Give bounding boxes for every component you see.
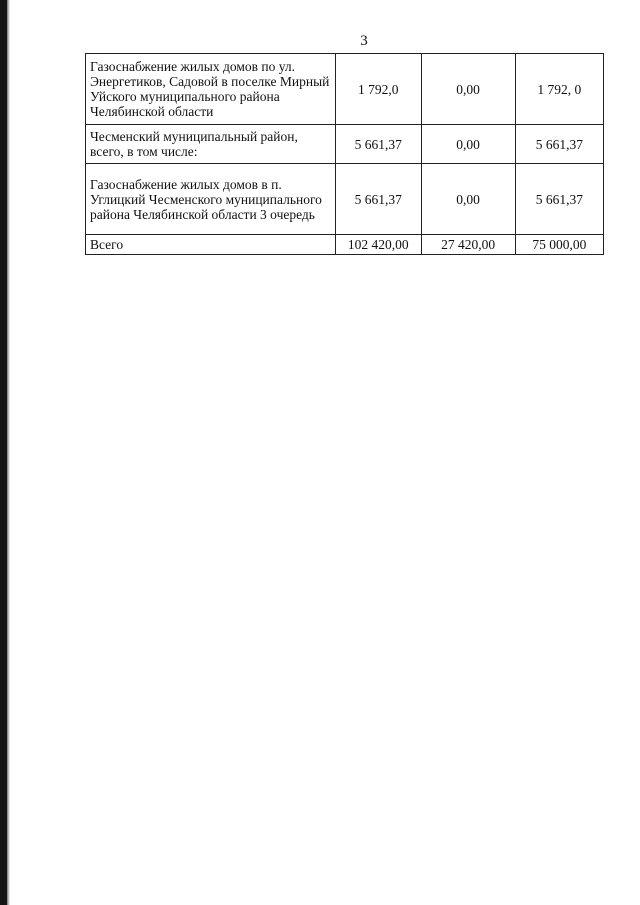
page-number: 3: [360, 33, 368, 49]
table-row: [86, 125, 604, 164]
scan-left-edge-shadow: [7, 0, 10, 905]
table-cell-regional: 0,00: [421, 54, 515, 125]
table-cell-name: Всего: [86, 235, 336, 255]
budget-table-body: [86, 54, 604, 255]
table-row-total: [86, 235, 604, 255]
table-cell-name: Газоснабжение жилых домов в п. Углицкий Чесменского муниципального района Челябинской области 3 очередь: [86, 164, 336, 235]
table-cell-regional: 27 420,00: [421, 235, 515, 255]
table-cell-name: Чесменский муниципальный район, всего, в том числе:: [86, 125, 336, 164]
table-cell-local: 75 000,00: [515, 235, 603, 255]
table-cell-local: 5 661,37: [515, 125, 603, 164]
table-cell-total: 1 792,0: [335, 54, 421, 125]
table-row: [86, 54, 604, 125]
table-cell-local: 5 661,37: [515, 164, 603, 235]
table-cell-total: 5 661,37: [335, 164, 421, 235]
table-cell-local: 1 792, 0: [515, 54, 603, 125]
scan-left-edge: [0, 0, 7, 905]
table-cell-regional: 0,00: [421, 125, 515, 164]
budget-table: [85, 53, 604, 255]
table-cell-regional: 0,00: [421, 164, 515, 235]
table-cell-name: Газоснабжение жилых домов по ул. Энергетиков, Садовой в поселке Мирный Уйского муниципального района Челябинской области: [86, 54, 336, 125]
table-cell-total: 5 661,37: [335, 125, 421, 164]
table-row: [86, 164, 604, 235]
table-cell-total: 102 420,00: [335, 235, 421, 255]
